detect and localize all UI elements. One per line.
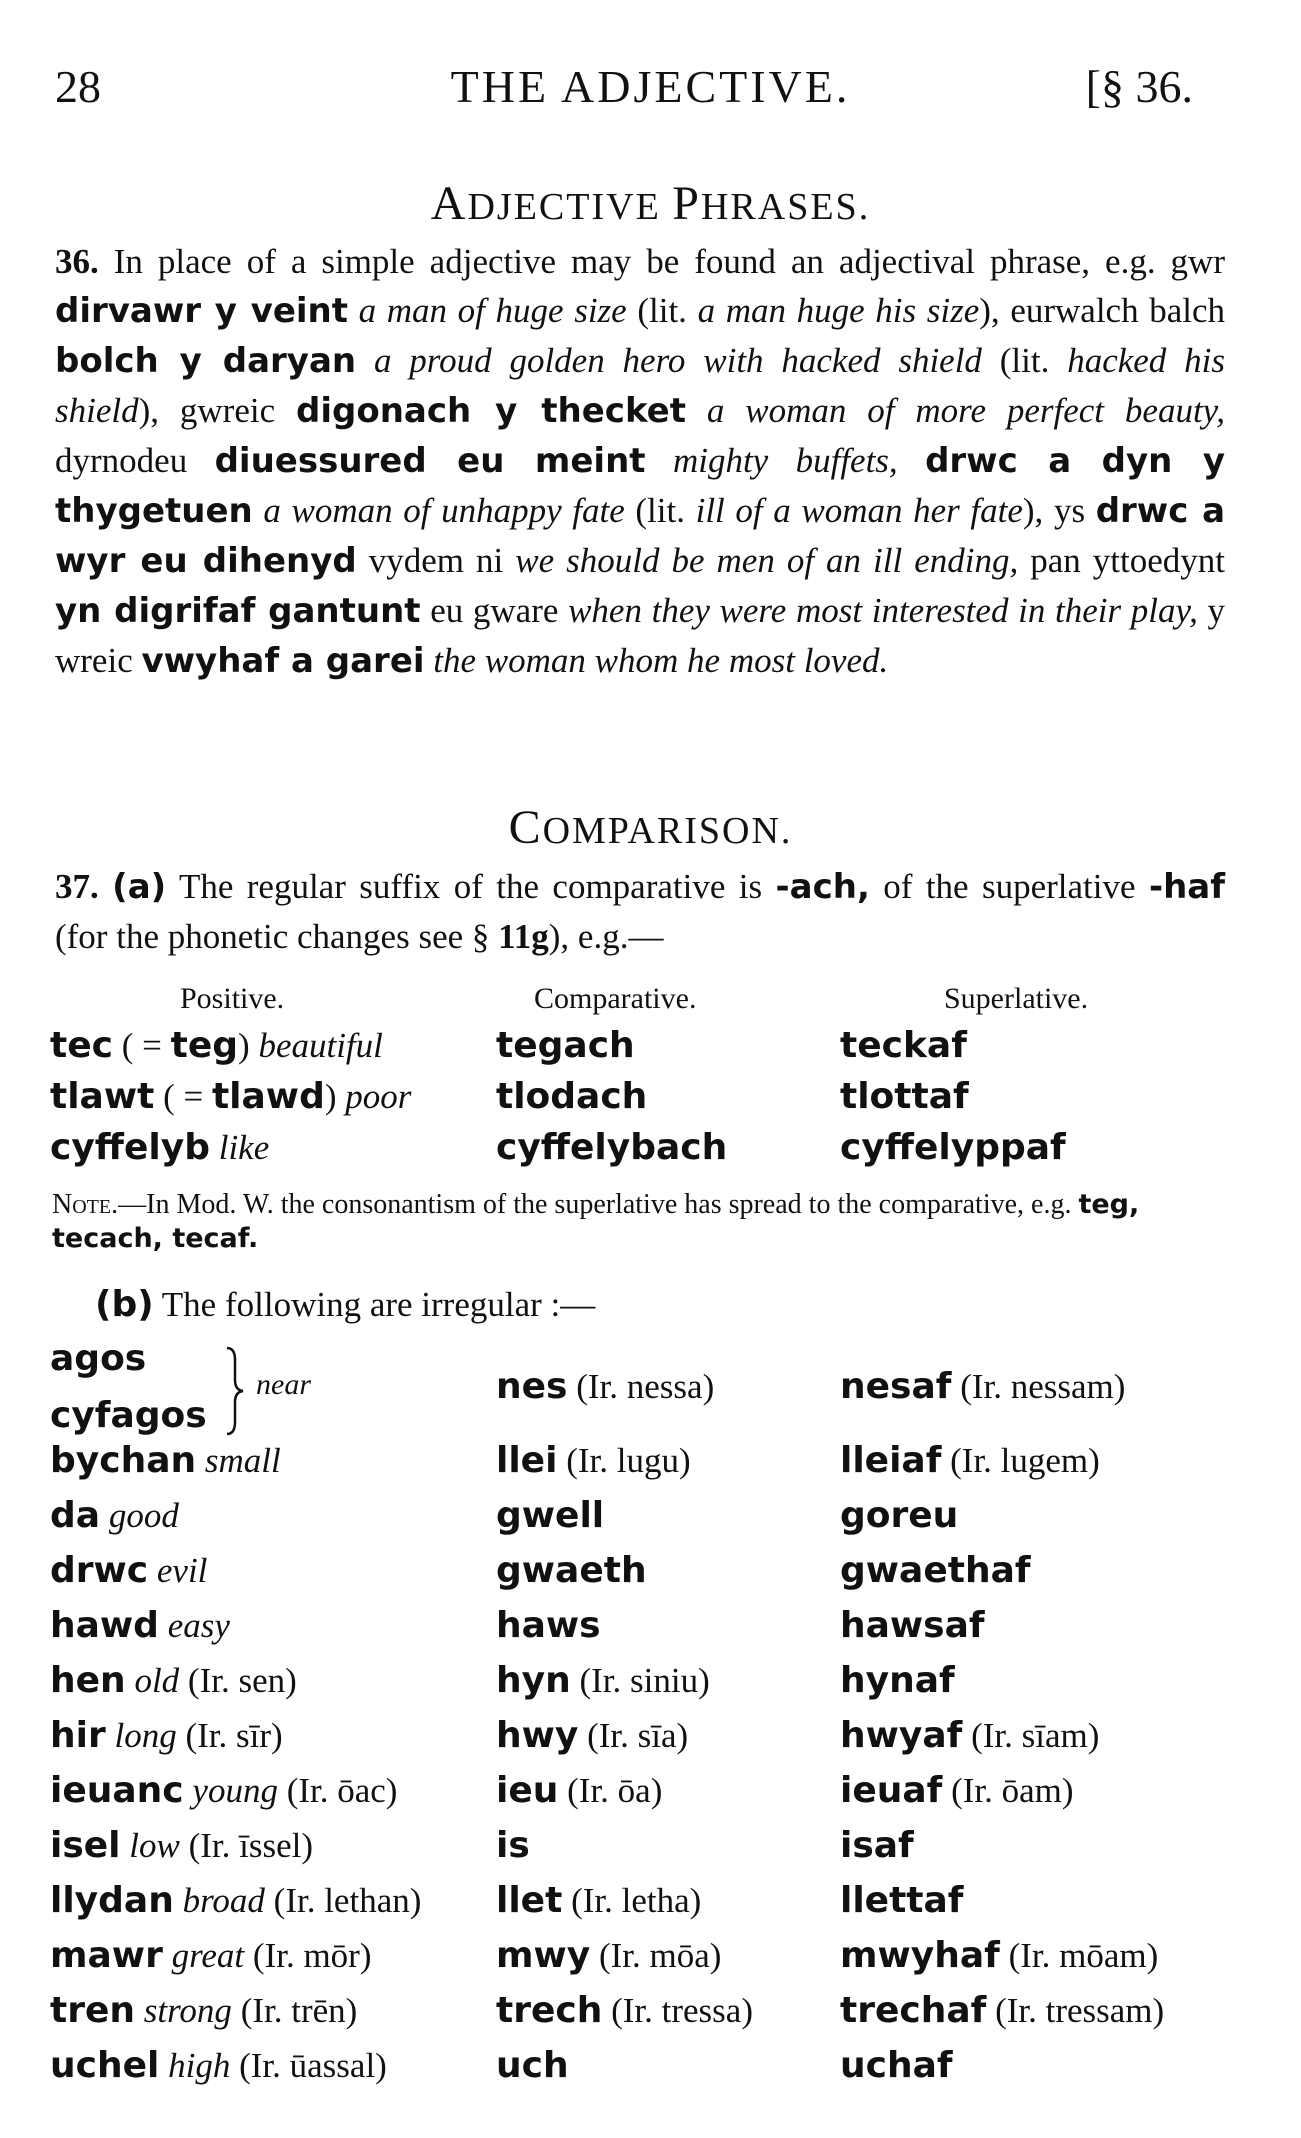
irregular-superlative: hynaf [840,1660,955,1701]
irregular-word-cyfagos: cyfagos [50,1395,207,1436]
irregular-superlative: goreu [840,1495,959,1536]
regular-row-superlative: cyffelyppaf [840,1127,1066,1168]
column-header-superlative: Superlative. [944,982,1089,1015]
irregular-comparative: hyn (Ir. siniu) [496,1660,710,1701]
regular-row-superlative: teckaf [840,1025,967,1066]
irregular-superlative: isaf [840,1825,914,1866]
irregular-superlative: lleiaf (Ir. lugem) [840,1440,1100,1481]
irregular-positive: ieuanc young (Ir. ōac) [50,1770,398,1811]
irregular-comparative: haws [496,1605,601,1646]
irregular-superlative: gwaethaf [840,1550,1031,1591]
paragraph-36: 36. In place of a simple adjective may be found an adjectival phrase, e.g. gwr dirvawr y veint a man of huge size (lit. a man huge his size), eurwalch balch bolch y daryan a proud golden hero with hacked shield (lit. hacked his shield), gwreic digonach y thecket a woman of more perfect beauty, dyrnodeu diuessured eu meint mighty buffets, drwc a dyn y thygetuen a woman of unhappy fate (lit. ill of a woman her fate), ys drwc a wyr eu dihenyd vydem ni we should be men of an ill ending, pan yttoedynt yn digrifaf gantunt eu gware when they were most interested in their play, y wreic vwyhaf a garei the woman whom he most loved. [55,242,1226,681]
regular-row-comparative: tegach [496,1025,635,1066]
irregular-superlative: ieuaf (Ir. ōam) [840,1770,1074,1811]
irregular-positive: hen old (Ir. sen) [50,1660,297,1701]
irregular-positive: llydan broad (Ir. lethan) [50,1880,422,1921]
paragraph-37a: 37. (a) The regular suffix of the comparative is -ach, of the superlative -haf (for the phonetic changes see § 11g), e.g.— [55,867,1226,956]
regular-row-comparative: cyffelybach [496,1127,728,1168]
irregular-comparative: gwaeth [496,1550,647,1591]
heading-adjective-phrases: ADJECTIVE PHRASES. [430,177,871,230]
regular-row-positive: cyffelyb like [50,1127,270,1168]
irregular-positive: mawr great (Ir. mōr) [50,1935,372,1976]
note-modern-welsh: Note.—In Mod. W. the consonantism of the superlative has spread to the comparative, e.g. teg, tecach, tecaf. [52,1189,1140,1254]
running-title: THE ADJECTIVE. [450,61,851,112]
irregular-comparative: llet (Ir. letha) [496,1880,702,1921]
irregular-positive: uchel high (Ir. ūassal) [50,2045,387,2086]
paragraph-37b: (b) The following are irregular :— [95,1284,596,1325]
irregular-comparative: uch [496,2045,569,2086]
irregular-positive: tren strong (Ir. trēn) [50,1990,358,2031]
irregular-positive: hawd easy [50,1605,230,1646]
irregular-comparative: trech (Ir. tressa) [496,1990,753,2031]
irregular-comparative: is [496,1825,530,1866]
regular-row-comparative: tlodach [496,1076,648,1117]
irregular-comparative: llei (Ir. lugu) [496,1440,691,1481]
irregular-positive: isel low (Ir. īssel) [50,1825,314,1866]
irregular-superlative: trechaf (Ir. tressam) [840,1990,1165,2031]
brace-icon [223,1346,247,1436]
irregular-positive: da good [50,1495,179,1536]
irregular-superlative: uchaf [840,2045,953,2086]
irregular-superlative: llettaf [840,1880,964,1921]
regular-row-positive: tlawt ( = tlawd) poor [50,1076,412,1117]
section-mark: [§ 36. [1085,61,1193,112]
irregular-comparative: mwy (Ir. mōa) [496,1935,722,1976]
irregular-word-agos: agos [50,1338,147,1379]
column-header-positive: Positive. [180,982,285,1015]
irregular-comparative: nes (Ir. nessa) [496,1366,715,1407]
heading-comparison: COMPARISON. [508,801,793,854]
irregular-superlative: nesaf (Ir. nessam) [840,1366,1126,1407]
column-header-comparative: Comparative. [534,982,697,1015]
irregular-comparative: hwy (Ir. sīa) [496,1715,689,1756]
regular-row-superlative: tlottaf [840,1076,969,1117]
irregular-positive: bychan small [50,1440,281,1481]
irregular-superlative: hwyaf (Ir. sīam) [840,1715,1100,1756]
irregular-gloss-near: near [256,1368,311,1401]
irregular-superlative: mwyhaf (Ir. mōam) [840,1935,1159,1976]
irregular-positive: hir long (Ir. sīr) [50,1715,283,1756]
regular-row-positive: tec ( = teg) beautiful [50,1025,383,1066]
irregular-superlative: hawsaf [840,1605,985,1646]
irregular-comparative: gwell [496,1495,605,1536]
irregular-positive: drwc evil [50,1550,208,1591]
irregular-comparative: ieu (Ir. ōa) [496,1770,663,1811]
page-number: 28 [55,61,101,112]
